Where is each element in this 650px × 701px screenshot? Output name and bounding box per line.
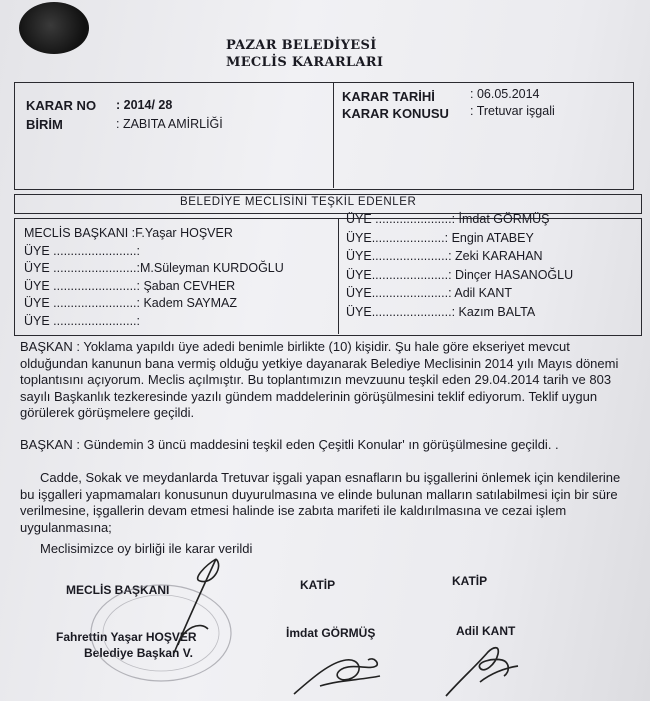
decision-no-value: : 2014/ 28 bbox=[116, 98, 173, 112]
clerk1-signature bbox=[290, 650, 400, 700]
unit-value: : ZABITA AMİRLİĞİ bbox=[116, 117, 223, 131]
paragraph-decision: Cadde, Sokak ve meydanlarda Tretuvar işgali yapan esnafların bu işgallerini önlemek için kendilerine bu işgalleri yapmamaları konusunun duyurulmasına ve elinde bulunan malların satılabilmesi için bir süre verilmesine, işgallerin devam etmesi halinde ise zabıta marifeti ile kaldırılmasına ve cezai işlem uygulanmasına; bbox=[20, 470, 621, 535]
right-row: ÜYE ......................: İmdat GÖRMÜŞ bbox=[346, 212, 550, 226]
paragraph-opening: BAŞKAN : Yoklama yapıldı üye adedi benimle birlikte (10) kişidir. Şu hale göre ekseriyet mevcut olduğundan kanunun bana vermiş olduğu yetkiye dayanarak Belediye Meclisinin 2014 yılı Mayıs dönemi toplantısını açıyorum. Meclis açılmıştır. Bu toplantımızın mevzuunu teşkil eden 29.04.2014 tarih ve 803 sayılı Başkanlık tezkeresinde yazılı gündem maddelerinin görüşülmesini teklif ediyorum. Teklif uygun görülerek görüşmelere geçildi. bbox=[20, 339, 619, 420]
chair-role: Belediye Başkan V. bbox=[84, 646, 193, 660]
unit-label: BİRİM bbox=[26, 117, 63, 132]
council-divider bbox=[338, 219, 339, 334]
clerk1-name: İmdat GÖRMÜŞ bbox=[286, 626, 376, 640]
chair-title: MECLİS BAŞKANI bbox=[66, 583, 170, 597]
decision-date-label: KARAR TARİHİ bbox=[342, 89, 435, 104]
decision-subject-label: KARAR KONUSU bbox=[342, 106, 449, 121]
paragraph-conclusion: Meclisimizce oy birliği ile karar verildi bbox=[40, 541, 253, 556]
punch-hole bbox=[19, 2, 89, 54]
right-row: ÜYE......................: Adil KANT bbox=[346, 286, 513, 300]
right-row: ÜYE.......................: Kazım BALTA bbox=[346, 304, 536, 319]
left-row: ÜYE ........................: bbox=[24, 243, 140, 258]
clerk2-signature bbox=[440, 638, 530, 700]
decision-no-label: KARAR NO bbox=[26, 98, 97, 113]
chair-signature bbox=[120, 555, 240, 665]
decision-date-value: : 06.05.2014 bbox=[470, 87, 540, 101]
right-row: ÜYE.....................: Engin ATABEY bbox=[346, 230, 534, 245]
clerk2-name: Adil KANT bbox=[456, 624, 516, 638]
right-row: ÜYE......................: Zeki KARAHAN bbox=[346, 249, 543, 263]
right-row: ÜYE......................: Dinçer HASANOĞLU bbox=[346, 267, 574, 282]
decision-subject-value: : Tretuvar işgali bbox=[470, 104, 555, 118]
left-row: ÜYE ........................: bbox=[24, 313, 140, 328]
decision-box bbox=[14, 82, 634, 190]
left-row: ÜYE ........................:M.Süleyman KURDOĞLU bbox=[24, 261, 284, 275]
left-row: ÜYE ........................: Şaban CEVHER bbox=[24, 278, 236, 293]
chair-name: Fahrettin Yaşar HOŞVER bbox=[56, 630, 197, 644]
clerk1-title: KATİP bbox=[300, 578, 336, 592]
decision-divider bbox=[333, 83, 334, 188]
council-heading: BELEDİYE MECLİSİNİ TEŞKİL EDENLER bbox=[180, 196, 417, 208]
doc-subtitle: MECLİS KARARLARI bbox=[226, 55, 384, 70]
clerk2-title: KATİP bbox=[452, 574, 488, 588]
left-row: ÜYE ........................: Kadem SAYMAZ bbox=[24, 296, 238, 310]
paragraph-agenda: BAŞKAN : Gündemin 3 üncü maddesini teşkil eden Çeşitli Konular' ın görüşülmesine geçildi. . bbox=[20, 437, 559, 452]
left-row: MECLİS BAŞKANI :F.Yaşar HOŞVER bbox=[24, 226, 233, 240]
org-title: PAZAR BELEDİYESİ bbox=[226, 38, 377, 53]
